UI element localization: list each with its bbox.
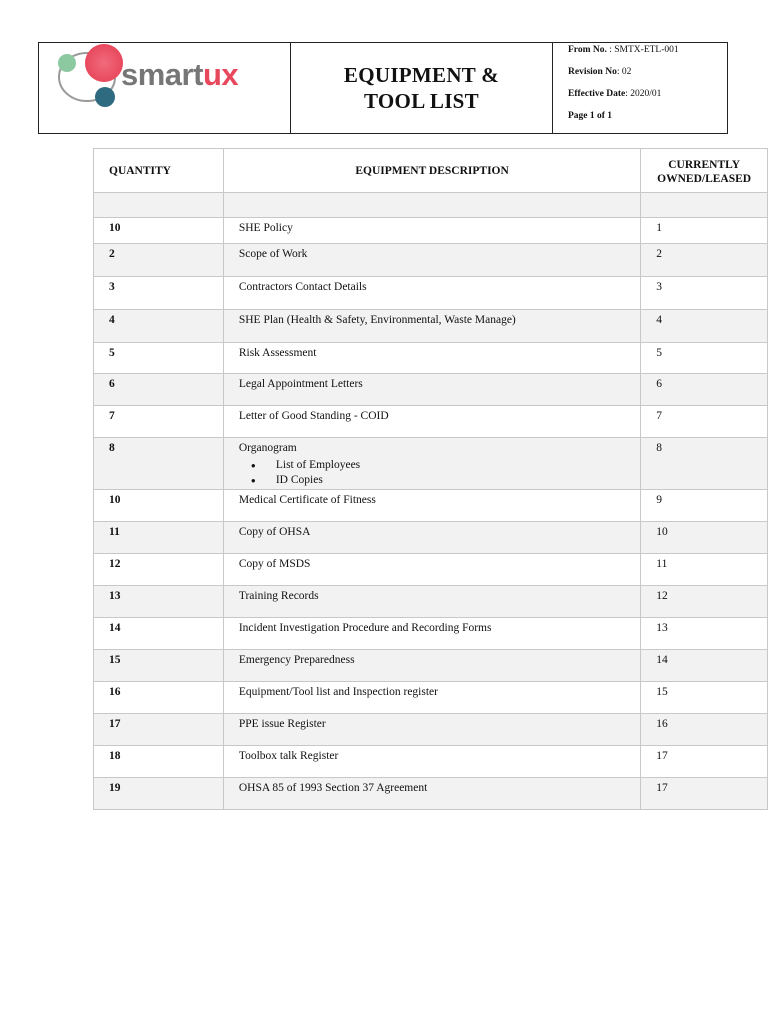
quantity-cell: 19	[94, 778, 224, 810]
owned-cell: 7	[641, 406, 768, 438]
sub-list-text: List of Employees	[275, 459, 361, 471]
header-description: EQUIPMENT DESCRIPTION	[223, 149, 640, 193]
table-row	[94, 406, 768, 438]
logo-wordmark: smartux	[121, 57, 239, 92]
table-row	[94, 522, 768, 554]
owned-cell: 9	[641, 490, 768, 522]
description-text: SHE Plan (Health & Safety, Environmental, Waste Manage)	[238, 314, 516, 326]
table-row	[94, 618, 768, 650]
header-quantity: QUANTITY	[94, 149, 224, 193]
company-logo	[39, 43, 291, 133]
owned-cell: 5	[641, 343, 768, 374]
quantity-cell: 15	[94, 650, 224, 682]
quantity-cell: 2	[94, 244, 224, 277]
description-cell	[223, 374, 640, 406]
owned-cell: 1	[641, 218, 768, 244]
meta-form-no: From No. : SMTX-ETL-001	[568, 45, 679, 55]
table-row	[94, 778, 768, 810]
document-title: EQUIPMENT & TOOL LIST	[343, 63, 500, 113]
description-cell	[223, 618, 640, 650]
quantity-cell: 10	[94, 490, 224, 522]
meta-effective-date: Effective Date: 2020/01	[568, 89, 662, 99]
meta-page: Page 1 of 1	[568, 111, 613, 121]
description-cell	[223, 778, 640, 810]
description-text: SHE Policy	[238, 222, 293, 234]
description-cell	[223, 714, 640, 746]
owned-cell: 14	[641, 650, 768, 682]
owned-cell: 12	[641, 586, 768, 618]
table-header-row	[94, 149, 768, 193]
owned-cell: 2	[641, 244, 768, 277]
equipment-table	[93, 148, 768, 810]
description-text: Incident Investigation Procedure and Recording Forms	[238, 622, 492, 634]
description-cell	[223, 277, 640, 310]
description-text: Medical Certificate of Fitness	[238, 494, 376, 506]
description-text: Toolbox talk Register	[238, 750, 339, 762]
sub-list-text: ID Copies	[275, 474, 323, 486]
quantity-cell: 8	[94, 438, 224, 490]
description-cell	[223, 650, 640, 682]
description-cell	[223, 682, 640, 714]
owned-cell: 8	[641, 438, 768, 490]
table-row	[94, 374, 768, 406]
table-row	[94, 714, 768, 746]
table-row	[94, 586, 768, 618]
description-cell	[223, 746, 640, 778]
quantity-cell: 13	[94, 586, 224, 618]
quantity-cell: 18	[94, 746, 224, 778]
sub-list	[239, 458, 640, 488]
quantity-cell: 11	[94, 522, 224, 554]
sub-list-item	[251, 458, 640, 473]
owned-cell: 17	[641, 746, 768, 778]
quantity-cell: 10	[94, 218, 224, 244]
quantity-cell: 12	[94, 554, 224, 586]
owned-cell: 13	[641, 618, 768, 650]
description-cell	[223, 522, 640, 554]
description-text: Scope of Work	[238, 248, 308, 260]
table-row	[94, 438, 768, 490]
bullet-icon: ●	[250, 476, 256, 485]
description-text: Copy of OHSA	[238, 526, 311, 538]
table-row	[94, 490, 768, 522]
owned-cell: 16	[641, 714, 768, 746]
quantity-cell: 5	[94, 343, 224, 374]
document-title-cell	[291, 43, 553, 133]
description-text: Equipment/Tool list and Inspection register	[238, 686, 438, 698]
description-text: Legal Appointment Letters	[238, 378, 363, 390]
table-cell	[223, 193, 640, 218]
description-text: Organogram	[238, 442, 297, 454]
description-text: Risk Assessment	[238, 347, 317, 359]
table-row	[94, 650, 768, 682]
table-row	[94, 277, 768, 310]
owned-cell: 4	[641, 310, 768, 343]
quantity-cell: 4	[94, 310, 224, 343]
description-text: Copy of MSDS	[238, 558, 311, 570]
description-text: Training Records	[238, 590, 319, 602]
description-text: PPE issue Register	[238, 718, 326, 730]
description-cell	[223, 406, 640, 438]
table-row	[94, 554, 768, 586]
document-header	[38, 42, 728, 134]
description-text: Contractors Contact Details	[238, 281, 367, 293]
table-row	[94, 746, 768, 778]
description-cell	[223, 490, 640, 522]
owned-cell: 15	[641, 682, 768, 714]
description-cell	[223, 586, 640, 618]
quantity-cell: 16	[94, 682, 224, 714]
table-row	[94, 682, 768, 714]
quantity-cell: 17	[94, 714, 224, 746]
description-cell	[223, 310, 640, 343]
sub-list-item	[251, 473, 640, 488]
table-row	[94, 218, 768, 244]
table-cell	[641, 193, 768, 218]
description-cell	[223, 343, 640, 374]
description-cell	[223, 554, 640, 586]
quantity-cell: 6	[94, 374, 224, 406]
document-meta	[553, 43, 727, 133]
table-body	[94, 193, 768, 810]
description-text: OHSA 85 of 1993 Section 37 Agreement	[238, 782, 428, 794]
description-text: Emergency Preparedness	[238, 654, 355, 666]
meta-revision: Revision No: 02	[568, 67, 632, 77]
description-cell	[223, 244, 640, 277]
table-cell	[94, 193, 224, 218]
owned-cell: 17	[641, 778, 768, 810]
description-text: Letter of Good Standing - COID	[238, 410, 389, 422]
owned-cell: 3	[641, 277, 768, 310]
description-cell	[223, 438, 640, 490]
owned-cell: 10	[641, 522, 768, 554]
bullet-icon: ●	[250, 461, 256, 470]
table-row	[94, 310, 768, 343]
header-owned: CURRENTLY OWNED/LEASED	[641, 149, 768, 193]
table-row-empty	[94, 193, 768, 218]
table-row	[94, 343, 768, 374]
quantity-cell: 14	[94, 618, 224, 650]
quantity-cell: 7	[94, 406, 224, 438]
quantity-cell: 3	[94, 277, 224, 310]
owned-cell: 11	[641, 554, 768, 586]
table-row	[94, 244, 768, 277]
owned-cell: 6	[641, 374, 768, 406]
description-cell	[223, 218, 640, 244]
